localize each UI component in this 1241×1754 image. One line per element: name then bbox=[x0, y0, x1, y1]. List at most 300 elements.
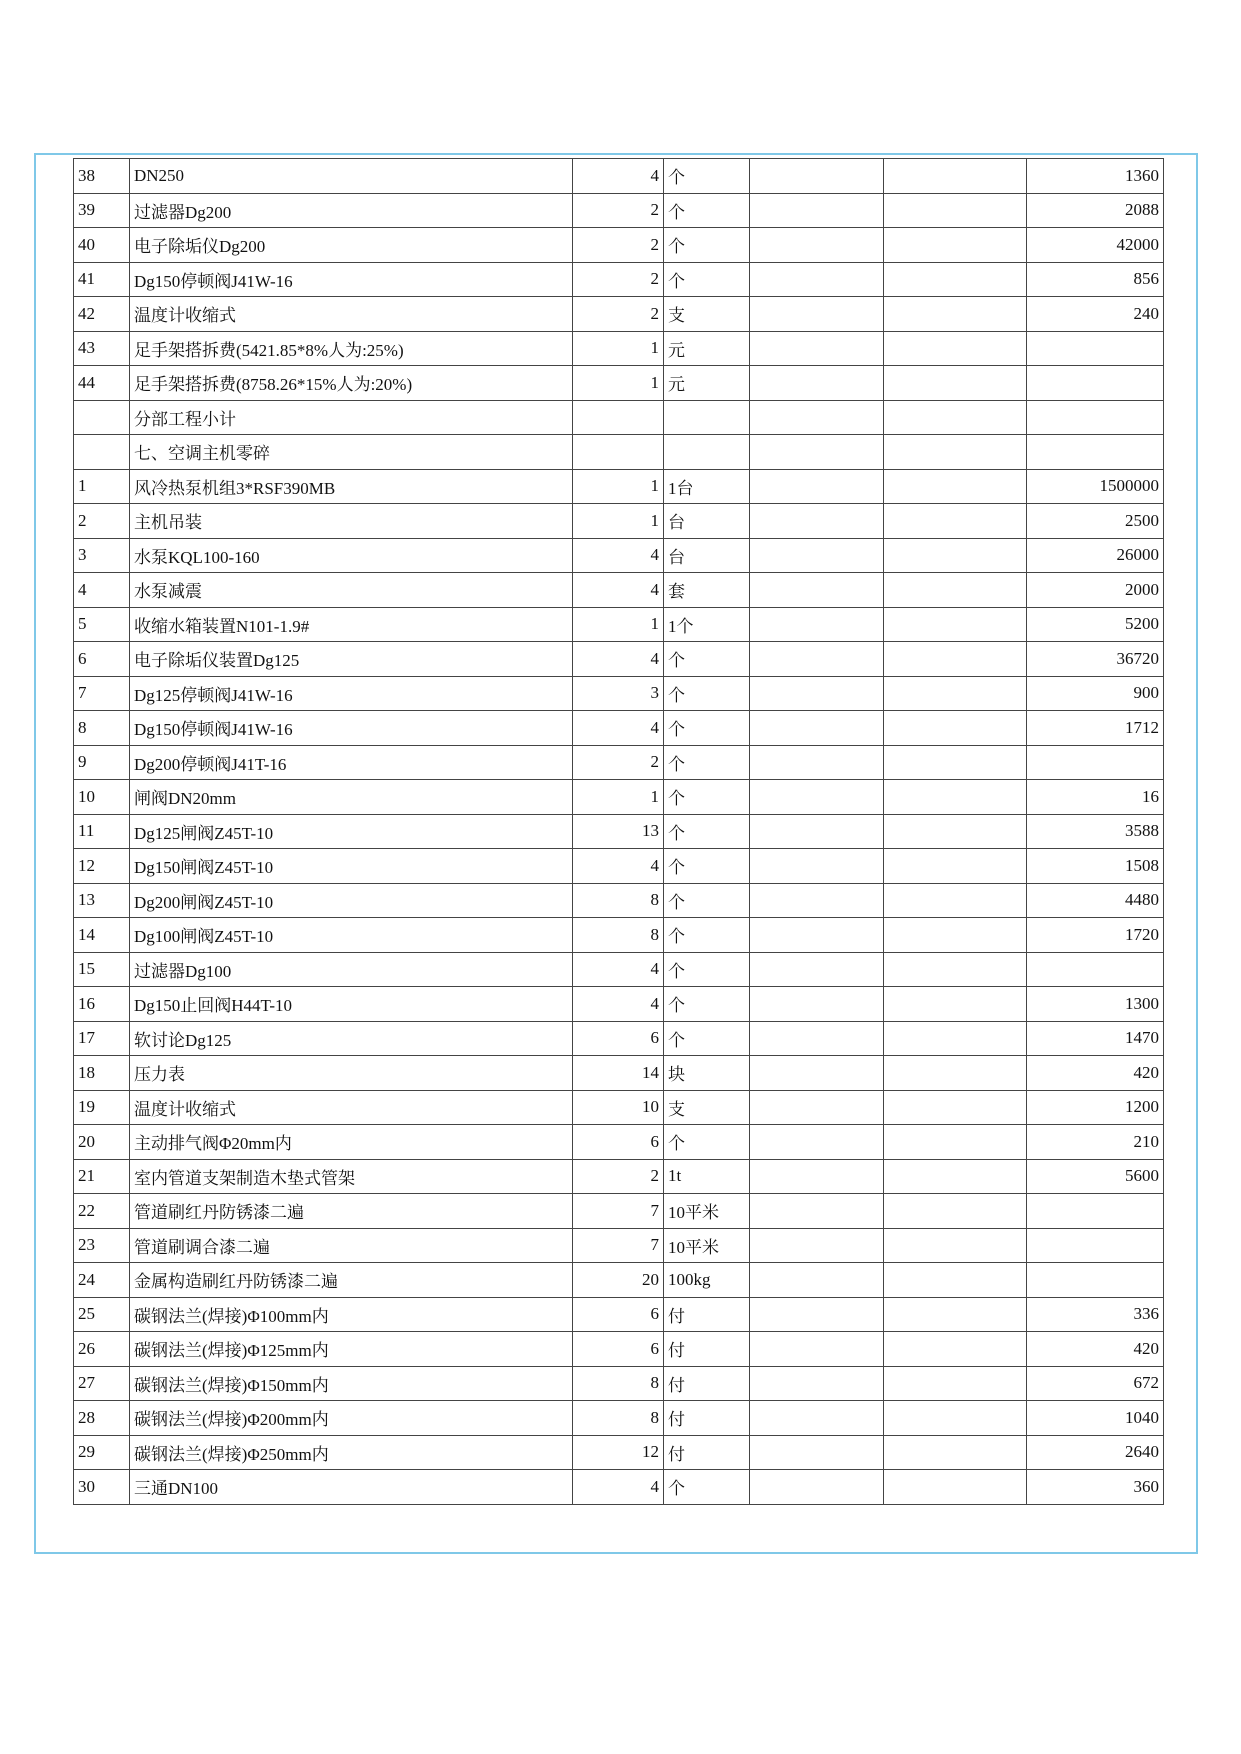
empty-cell bbox=[750, 952, 884, 987]
unit: 个 bbox=[664, 159, 750, 194]
quantity-table bbox=[73, 158, 1164, 1505]
row-number: 5 bbox=[74, 607, 130, 642]
row-number: 13 bbox=[74, 883, 130, 918]
row-number: 19 bbox=[74, 1090, 130, 1125]
quantity: 2 bbox=[573, 297, 664, 332]
table-row bbox=[74, 538, 1164, 573]
empty-cell bbox=[884, 1435, 1027, 1470]
item-name: 电子除垢仪Dg200 bbox=[130, 228, 573, 263]
empty-cell bbox=[750, 504, 884, 539]
empty-cell bbox=[884, 1228, 1027, 1263]
empty-cell bbox=[750, 1470, 884, 1505]
item-name: 温度计收缩式 bbox=[130, 297, 573, 332]
quantity bbox=[573, 400, 664, 435]
amount: 1300 bbox=[1027, 987, 1164, 1022]
quantity: 1 bbox=[573, 331, 664, 366]
table-row bbox=[74, 607, 1164, 642]
unit: 1t bbox=[664, 1159, 750, 1194]
quantity: 1 bbox=[573, 780, 664, 815]
amount: 210 bbox=[1027, 1125, 1164, 1160]
empty-cell bbox=[884, 469, 1027, 504]
empty-cell bbox=[884, 745, 1027, 780]
item-name: 七、空调主机零碎 bbox=[130, 435, 573, 470]
empty-cell bbox=[750, 1125, 884, 1160]
amount bbox=[1027, 366, 1164, 401]
table-row bbox=[74, 1056, 1164, 1091]
table-row bbox=[74, 883, 1164, 918]
row-number: 42 bbox=[74, 297, 130, 332]
table-row bbox=[74, 331, 1164, 366]
unit: 个 bbox=[664, 780, 750, 815]
unit: 个 bbox=[664, 676, 750, 711]
item-name: 管道刷红丹防锈漆二遍 bbox=[130, 1194, 573, 1229]
quantity: 4 bbox=[573, 573, 664, 608]
amount: 16 bbox=[1027, 780, 1164, 815]
amount: 1360 bbox=[1027, 159, 1164, 194]
empty-cell bbox=[884, 1090, 1027, 1125]
row-number: 26 bbox=[74, 1332, 130, 1367]
item-name: 主机吊装 bbox=[130, 504, 573, 539]
empty-cell bbox=[884, 1401, 1027, 1436]
quantity: 4 bbox=[573, 952, 664, 987]
empty-cell bbox=[750, 918, 884, 953]
table-row bbox=[74, 469, 1164, 504]
item-name: Dg150止回阀H44T-10 bbox=[130, 987, 573, 1022]
amount: 1508 bbox=[1027, 849, 1164, 884]
empty-cell bbox=[884, 435, 1027, 470]
table-row bbox=[74, 1125, 1164, 1160]
item-name: 金属构造刷红丹防锈漆二遍 bbox=[130, 1263, 573, 1298]
quantity: 7 bbox=[573, 1228, 664, 1263]
unit: 个 bbox=[664, 849, 750, 884]
quantity: 8 bbox=[573, 1401, 664, 1436]
empty-cell bbox=[884, 1366, 1027, 1401]
row-number: 43 bbox=[74, 331, 130, 366]
table-row bbox=[74, 1435, 1164, 1470]
quantity: 2 bbox=[573, 1159, 664, 1194]
table-row bbox=[74, 1263, 1164, 1298]
amount bbox=[1027, 1263, 1164, 1298]
empty-cell bbox=[884, 262, 1027, 297]
item-name: DN250 bbox=[130, 159, 573, 194]
quantity bbox=[573, 435, 664, 470]
quantity: 6 bbox=[573, 1297, 664, 1332]
empty-cell bbox=[884, 642, 1027, 677]
amount: 36720 bbox=[1027, 642, 1164, 677]
empty-cell bbox=[884, 607, 1027, 642]
table-row bbox=[74, 1470, 1164, 1505]
empty-cell bbox=[750, 1297, 884, 1332]
table-row bbox=[74, 780, 1164, 815]
amount: 1500000 bbox=[1027, 469, 1164, 504]
unit: 个 bbox=[664, 745, 750, 780]
item-name: 足手架搭拆费(5421.85*8%人为:25%) bbox=[130, 331, 573, 366]
item-name: Dg125闸阀Z45T-10 bbox=[130, 814, 573, 849]
item-name: 水泵KQL100-160 bbox=[130, 538, 573, 573]
item-name: Dg125停顿阀J41W-16 bbox=[130, 676, 573, 711]
empty-cell bbox=[884, 573, 1027, 608]
item-name: 水泵减震 bbox=[130, 573, 573, 608]
unit: 个 bbox=[664, 228, 750, 263]
table-row bbox=[74, 745, 1164, 780]
quantity: 6 bbox=[573, 1125, 664, 1160]
empty-cell bbox=[750, 159, 884, 194]
item-name: 管道刷调合漆二遍 bbox=[130, 1228, 573, 1263]
item-name: Dg200闸阀Z45T-10 bbox=[130, 883, 573, 918]
item-name: 碳钢法兰(焊接)Φ200mm内 bbox=[130, 1401, 573, 1436]
item-name: 三通DN100 bbox=[130, 1470, 573, 1505]
amount: 2640 bbox=[1027, 1435, 1164, 1470]
empty-cell bbox=[884, 1470, 1027, 1505]
empty-cell bbox=[750, 366, 884, 401]
quantity: 10 bbox=[573, 1090, 664, 1125]
item-name: 闸阀DN20mm bbox=[130, 780, 573, 815]
row-number: 17 bbox=[74, 1021, 130, 1056]
row-number: 30 bbox=[74, 1470, 130, 1505]
empty-cell bbox=[750, 1021, 884, 1056]
table-row bbox=[74, 159, 1164, 194]
table-row bbox=[74, 435, 1164, 470]
empty-cell bbox=[884, 1194, 1027, 1229]
unit: 10平米 bbox=[664, 1228, 750, 1263]
empty-cell bbox=[884, 1263, 1027, 1298]
row-number: 3 bbox=[74, 538, 130, 573]
item-name: 压力表 bbox=[130, 1056, 573, 1091]
quantity: 20 bbox=[573, 1263, 664, 1298]
quantity: 13 bbox=[573, 814, 664, 849]
empty-cell bbox=[884, 400, 1027, 435]
quantity: 8 bbox=[573, 1366, 664, 1401]
empty-cell bbox=[884, 331, 1027, 366]
amount: 4480 bbox=[1027, 883, 1164, 918]
unit: 个 bbox=[664, 918, 750, 953]
empty-cell bbox=[750, 538, 884, 573]
row-number: 15 bbox=[74, 952, 130, 987]
row-number: 11 bbox=[74, 814, 130, 849]
row-number: 8 bbox=[74, 711, 130, 746]
empty-cell bbox=[750, 1401, 884, 1436]
amount bbox=[1027, 400, 1164, 435]
empty-cell bbox=[750, 1263, 884, 1298]
empty-cell bbox=[750, 262, 884, 297]
table-row bbox=[74, 400, 1164, 435]
row-number: 29 bbox=[74, 1435, 130, 1470]
unit: 个 bbox=[664, 642, 750, 677]
empty-cell bbox=[884, 987, 1027, 1022]
row-number: 9 bbox=[74, 745, 130, 780]
empty-cell bbox=[750, 711, 884, 746]
quantity: 12 bbox=[573, 1435, 664, 1470]
unit bbox=[664, 400, 750, 435]
table-row bbox=[74, 987, 1164, 1022]
item-name: 足手架搭拆费(8758.26*15%人为:20%) bbox=[130, 366, 573, 401]
amount: 672 bbox=[1027, 1366, 1164, 1401]
quantity: 4 bbox=[573, 538, 664, 573]
unit: 付 bbox=[664, 1435, 750, 1470]
unit: 元 bbox=[664, 366, 750, 401]
quantity: 2 bbox=[573, 228, 664, 263]
amount: 240 bbox=[1027, 297, 1164, 332]
empty-cell bbox=[750, 297, 884, 332]
quantity: 1 bbox=[573, 504, 664, 539]
empty-cell bbox=[750, 469, 884, 504]
amount: 5600 bbox=[1027, 1159, 1164, 1194]
quantity: 4 bbox=[573, 642, 664, 677]
unit: 支 bbox=[664, 1090, 750, 1125]
empty-cell bbox=[750, 849, 884, 884]
amount: 1040 bbox=[1027, 1401, 1164, 1436]
empty-cell bbox=[750, 1228, 884, 1263]
quantity: 4 bbox=[573, 1470, 664, 1505]
unit: 1台 bbox=[664, 469, 750, 504]
item-name: Dg200停顿阀J41T-16 bbox=[130, 745, 573, 780]
amount bbox=[1027, 331, 1164, 366]
empty-cell bbox=[884, 1159, 1027, 1194]
item-name: 收缩水箱装置N101-1.9# bbox=[130, 607, 573, 642]
quantity: 14 bbox=[573, 1056, 664, 1091]
empty-cell bbox=[750, 1090, 884, 1125]
empty-cell bbox=[884, 1056, 1027, 1091]
amount bbox=[1027, 1194, 1164, 1229]
item-name: Dg150停顿阀J41W-16 bbox=[130, 262, 573, 297]
empty-cell bbox=[750, 745, 884, 780]
table-row bbox=[74, 1194, 1164, 1229]
item-name: 碳钢法兰(焊接)Φ125mm内 bbox=[130, 1332, 573, 1367]
item-name: 碳钢法兰(焊接)Φ100mm内 bbox=[130, 1297, 573, 1332]
row-number: 44 bbox=[74, 366, 130, 401]
unit: 个 bbox=[664, 814, 750, 849]
row-number: 28 bbox=[74, 1401, 130, 1436]
empty-cell bbox=[750, 883, 884, 918]
row-number: 10 bbox=[74, 780, 130, 815]
amount: 26000 bbox=[1027, 538, 1164, 573]
item-name: Dg100闸阀Z45T-10 bbox=[130, 918, 573, 953]
amount: 1200 bbox=[1027, 1090, 1164, 1125]
table-row bbox=[74, 918, 1164, 953]
amount: 3588 bbox=[1027, 814, 1164, 849]
empty-cell bbox=[884, 849, 1027, 884]
amount: 336 bbox=[1027, 1297, 1164, 1332]
table-row bbox=[74, 711, 1164, 746]
table-row bbox=[74, 676, 1164, 711]
empty-cell bbox=[884, 676, 1027, 711]
unit: 元 bbox=[664, 331, 750, 366]
table-row bbox=[74, 1090, 1164, 1125]
amount: 856 bbox=[1027, 262, 1164, 297]
unit: 付 bbox=[664, 1401, 750, 1436]
row-number: 16 bbox=[74, 987, 130, 1022]
table-row bbox=[74, 849, 1164, 884]
row-number: 23 bbox=[74, 1228, 130, 1263]
unit: 个 bbox=[664, 952, 750, 987]
unit: 个 bbox=[664, 883, 750, 918]
item-name: 主动排气阀Φ20mm内 bbox=[130, 1125, 573, 1160]
amount: 5200 bbox=[1027, 607, 1164, 642]
item-name: 软讨论Dg125 bbox=[130, 1021, 573, 1056]
empty-cell bbox=[750, 676, 884, 711]
empty-cell bbox=[750, 331, 884, 366]
empty-cell bbox=[750, 400, 884, 435]
empty-cell bbox=[750, 573, 884, 608]
amount: 1470 bbox=[1027, 1021, 1164, 1056]
quantity: 2 bbox=[573, 262, 664, 297]
table-row bbox=[74, 1021, 1164, 1056]
quantity: 4 bbox=[573, 159, 664, 194]
empty-cell bbox=[884, 193, 1027, 228]
empty-cell bbox=[750, 1159, 884, 1194]
unit: 付 bbox=[664, 1332, 750, 1367]
row-number: 1 bbox=[74, 469, 130, 504]
unit: 个 bbox=[664, 1021, 750, 1056]
item-name: 碳钢法兰(焊接)Φ250mm内 bbox=[130, 1435, 573, 1470]
empty-cell bbox=[750, 1366, 884, 1401]
amount: 2000 bbox=[1027, 573, 1164, 608]
item-name: 风冷热泵机组3*RSF390MB bbox=[130, 469, 573, 504]
empty-cell bbox=[884, 814, 1027, 849]
empty-cell bbox=[750, 1332, 884, 1367]
table-row bbox=[74, 297, 1164, 332]
empty-cell bbox=[884, 1297, 1027, 1332]
row-number: 12 bbox=[74, 849, 130, 884]
amount bbox=[1027, 952, 1164, 987]
empty-cell bbox=[750, 1435, 884, 1470]
table-row bbox=[74, 193, 1164, 228]
row-number: 38 bbox=[74, 159, 130, 194]
empty-cell bbox=[884, 228, 1027, 263]
empty-cell bbox=[884, 952, 1027, 987]
row-number: 2 bbox=[74, 504, 130, 539]
amount: 1712 bbox=[1027, 711, 1164, 746]
unit: 个 bbox=[664, 193, 750, 228]
empty-cell bbox=[884, 366, 1027, 401]
row-number bbox=[74, 435, 130, 470]
table-row bbox=[74, 1401, 1164, 1436]
empty-cell bbox=[750, 607, 884, 642]
item-name: 过滤器Dg100 bbox=[130, 952, 573, 987]
item-name: 室内管道支架制造木垫式管架 bbox=[130, 1159, 573, 1194]
row-number: 24 bbox=[74, 1263, 130, 1298]
empty-cell bbox=[750, 642, 884, 677]
amount: 2500 bbox=[1027, 504, 1164, 539]
empty-cell bbox=[750, 1056, 884, 1091]
quantity: 6 bbox=[573, 1021, 664, 1056]
table-row bbox=[74, 1159, 1164, 1194]
table-row bbox=[74, 1228, 1164, 1263]
amount bbox=[1027, 1228, 1164, 1263]
table-row bbox=[74, 228, 1164, 263]
quantity: 1 bbox=[573, 366, 664, 401]
table-row bbox=[74, 814, 1164, 849]
amount: 42000 bbox=[1027, 228, 1164, 263]
empty-cell bbox=[750, 193, 884, 228]
quantity: 3 bbox=[573, 676, 664, 711]
empty-cell bbox=[884, 883, 1027, 918]
quantity: 1 bbox=[573, 607, 664, 642]
empty-cell bbox=[750, 780, 884, 815]
quantity: 4 bbox=[573, 849, 664, 884]
empty-cell bbox=[884, 1021, 1027, 1056]
row-number: 27 bbox=[74, 1366, 130, 1401]
unit: 台 bbox=[664, 538, 750, 573]
empty-cell bbox=[750, 1194, 884, 1229]
unit: 付 bbox=[664, 1366, 750, 1401]
empty-cell bbox=[750, 814, 884, 849]
amount: 900 bbox=[1027, 676, 1164, 711]
empty-cell bbox=[884, 538, 1027, 573]
row-number: 6 bbox=[74, 642, 130, 677]
item-name: 电子除垢仪装置Dg125 bbox=[130, 642, 573, 677]
empty-cell bbox=[884, 780, 1027, 815]
item-name: 分部工程小计 bbox=[130, 400, 573, 435]
table-row bbox=[74, 1297, 1164, 1332]
amount: 2088 bbox=[1027, 193, 1164, 228]
unit bbox=[664, 435, 750, 470]
unit: 块 bbox=[664, 1056, 750, 1091]
unit: 套 bbox=[664, 573, 750, 608]
unit: 付 bbox=[664, 1297, 750, 1332]
row-number: 20 bbox=[74, 1125, 130, 1160]
table-row bbox=[74, 1332, 1164, 1367]
table-row bbox=[74, 504, 1164, 539]
table-row bbox=[74, 642, 1164, 677]
quantity: 6 bbox=[573, 1332, 664, 1367]
row-number: 21 bbox=[74, 1159, 130, 1194]
amount: 420 bbox=[1027, 1056, 1164, 1091]
unit: 1个 bbox=[664, 607, 750, 642]
row-number: 39 bbox=[74, 193, 130, 228]
table-body bbox=[74, 159, 1164, 1505]
unit: 个 bbox=[664, 262, 750, 297]
item-name: Dg150停顿阀J41W-16 bbox=[130, 711, 573, 746]
quantity: 4 bbox=[573, 711, 664, 746]
quantity: 7 bbox=[573, 1194, 664, 1229]
amount: 1720 bbox=[1027, 918, 1164, 953]
quantity: 1 bbox=[573, 469, 664, 504]
row-number: 41 bbox=[74, 262, 130, 297]
row-number: 40 bbox=[74, 228, 130, 263]
empty-cell bbox=[884, 1332, 1027, 1367]
row-number: 14 bbox=[74, 918, 130, 953]
row-number: 18 bbox=[74, 1056, 130, 1091]
row-number: 4 bbox=[74, 573, 130, 608]
quantity: 8 bbox=[573, 883, 664, 918]
table-row bbox=[74, 262, 1164, 297]
table-row bbox=[74, 952, 1164, 987]
table-row bbox=[74, 1366, 1164, 1401]
unit: 个 bbox=[664, 1125, 750, 1160]
quantity: 8 bbox=[573, 918, 664, 953]
row-number: 25 bbox=[74, 1297, 130, 1332]
amount bbox=[1027, 435, 1164, 470]
empty-cell bbox=[884, 1125, 1027, 1160]
unit: 个 bbox=[664, 987, 750, 1022]
unit: 个 bbox=[664, 1470, 750, 1505]
empty-cell bbox=[884, 297, 1027, 332]
quantity: 2 bbox=[573, 745, 664, 780]
item-name: 碳钢法兰(焊接)Φ150mm内 bbox=[130, 1366, 573, 1401]
row-number: 7 bbox=[74, 676, 130, 711]
empty-cell bbox=[884, 159, 1027, 194]
amount bbox=[1027, 745, 1164, 780]
empty-cell bbox=[884, 504, 1027, 539]
empty-cell bbox=[884, 918, 1027, 953]
unit: 支 bbox=[664, 297, 750, 332]
table-row bbox=[74, 573, 1164, 608]
amount: 420 bbox=[1027, 1332, 1164, 1367]
row-number bbox=[74, 400, 130, 435]
empty-cell bbox=[750, 435, 884, 470]
quantity: 4 bbox=[573, 987, 664, 1022]
